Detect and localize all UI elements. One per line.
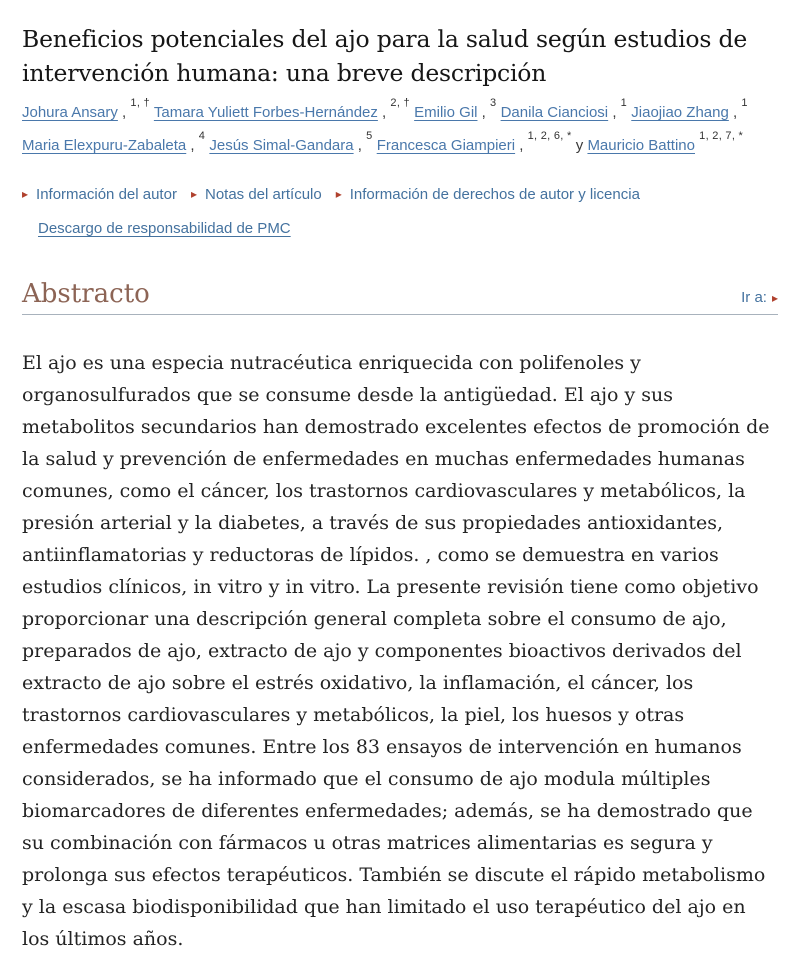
go-to-link[interactable] (741, 289, 778, 306)
author-affiliation-sup: 1, † (130, 97, 150, 110)
meta-toggle-link[interactable]: Notas del artículo (204, 186, 322, 203)
meta-toggle-link[interactable]: Información de derechos de autor y licencia (349, 186, 640, 203)
pmc-disclaimer-link[interactable]: Descargo de responsabilidad de PMC (38, 220, 291, 237)
author-list: Johura Ansary , $^{1, \dagger}$ Tamara Yuliett Forbes-Hernández , $^{2, \dagger}$ Emilio Gil , $^3$ Danila Cianciosi , $^1$ Jiaojiao Zhang , $^1$ Maria Elexpuru-Zabaleta , $^4$ Jesús Simal-Gandara , $^5$ Francesca Giampieri , $^{1, 2, 6, *}$ y Mauricio Battino $^{1, 2, 7, *}$ (22, 97, 748, 154)
abstract-heading: Abstracto (22, 279, 150, 309)
meta-toggles-line (22, 178, 778, 212)
author-affiliation-sup: 1, 2, 7, * (699, 130, 744, 143)
author-affiliation-sup: 5 (366, 130, 373, 143)
section-divider (22, 314, 778, 315)
author-affiliation-sup: 1 (741, 97, 748, 110)
meta-toggle-item (22, 186, 177, 203)
author-affiliation-sup: 1 (620, 97, 628, 110)
author-link[interactable]: Jiaojiao Zhang (631, 104, 729, 121)
author-link[interactable]: Emilio Gil (414, 104, 478, 121)
meta-toggle-item (191, 186, 322, 203)
author-affiliation-sup: 2, † (390, 97, 410, 110)
author-link[interactable]: Danila Cianciosi (500, 104, 609, 121)
author-link[interactable]: Francesca Giampieri (376, 137, 516, 154)
article-meta-links (22, 178, 778, 245)
author-affiliation-sup: 1, 2, 6, * (527, 130, 572, 143)
abstract-text: El ajo es una especia nutracéutica enriquecida con polifenoles y organosulfurados que se consume desde la antigüedad. El ajo y sus metabolitos secundarios han demostrado excelentes efectos de promoción de la salud y prevención de enfermedades en muchas enfermedades humanas comunes, como el cáncer, los trastornos cardiovasculares y metabólicos, la presión arterial y la diabetes, a través de sus propiedades antioxidantes, antiinflamatorias y reductoras de lípidos. , como se demuestra en varios estudios clínicos, in vitro y in vitro. La presente revisión tiene como objetivo proporcionar una descripción general completa sobre el consumo de ajo, preparados de ajo, extracto de ajo y componentes bioactivos derivados del extracto de ajo sobre el estrés oxidativo, la inflamación, el cáncer, los trastornos cardiovasculares y metabólicos, la piel, los huesos y otras enfermedades comunes. Entre los 83 ensayos de intervención en humanos considerados, se ha informado que el consumo de ajo modula múltiples biomarcadores de diferentes enfermedades; además, se ha demostrado que su combinación con fármacos u otras matrices alimentarias es segura y prolonga sus efectos terapéuticos. También se discute el rápido metabolismo y la escasa biodisponibilidad que han limitado el uso terapéutico del ajo en los últimos años. (22, 352, 770, 950)
go-to-label: Ir a: (741, 289, 767, 306)
author-affiliation-sup: 4 (198, 130, 206, 143)
author-link[interactable]: Mauricio Battino (587, 137, 695, 154)
author-link[interactable]: Johura Ansary (22, 104, 118, 121)
disclaimer-line (38, 212, 778, 245)
meta-toggle-link[interactable]: Información del autor (36, 186, 177, 203)
meta-toggle-item (336, 186, 640, 203)
bullet-arrow-icon: ▸ (335, 187, 342, 201)
abstract-section-head (22, 279, 778, 309)
author-link[interactable]: Maria Elexpuru-Zabaleta (22, 137, 187, 154)
author-link[interactable]: Tamara Yuliett Forbes-Hernández (153, 104, 378, 121)
go-to-arrow-icon: ▸ (771, 291, 778, 305)
article-title: Beneficios potenciales del ajo para la salud según estudios de intervención humana: una breve descripción (22, 25, 748, 87)
author-affiliation-sup: 3 (490, 97, 497, 110)
author-link[interactable]: Jesús Simal-Gandara (209, 137, 354, 154)
bullet-arrow-icon: ▸ (190, 187, 197, 201)
bullet-arrow-icon: ▸ (22, 187, 29, 201)
